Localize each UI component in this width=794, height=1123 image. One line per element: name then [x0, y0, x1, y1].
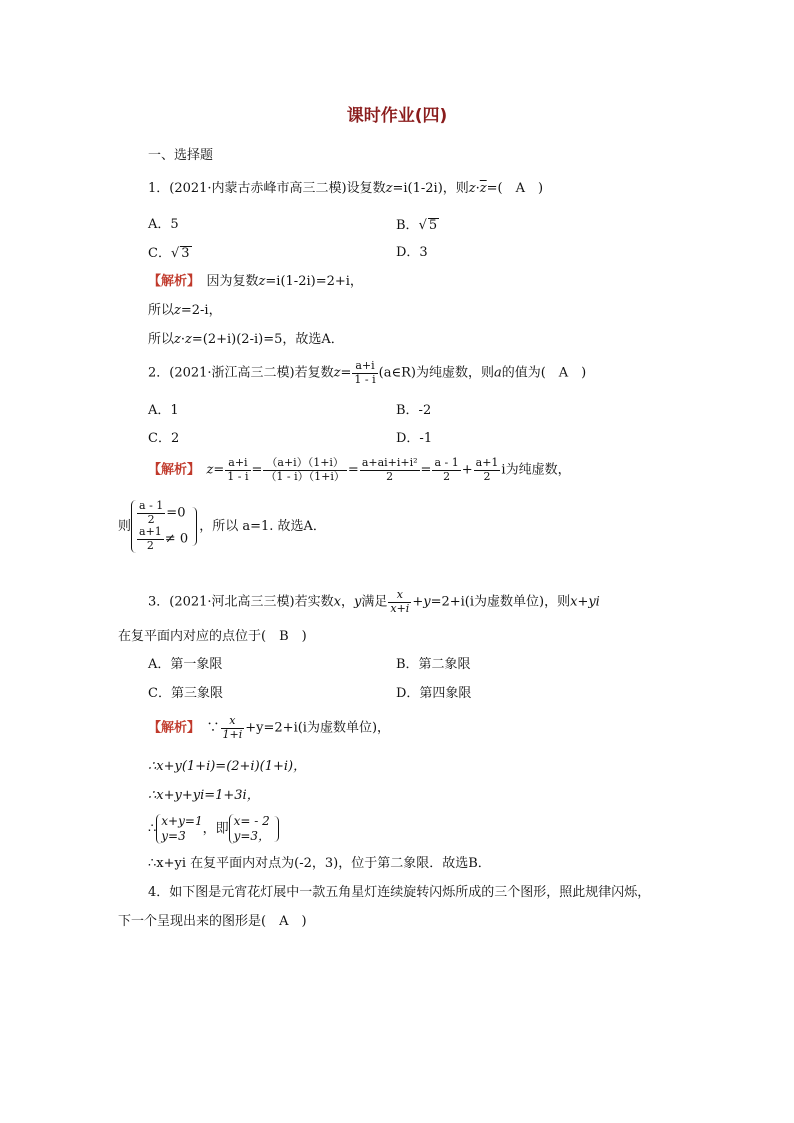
var: x+yi — [570, 594, 600, 610]
question-4-stem-line-1: 4．如下图是元宵花灯展中一款五角星灯连续旋转闪烁所成的三个图形，照此规律闪烁， — [148, 885, 651, 900]
q2-solution-line-1 — [148, 457, 571, 483]
equals: = — [420, 462, 432, 478]
numerator: a+i — [225, 457, 250, 471]
text: =2-i， — [180, 303, 222, 318]
answer-choice: 的值为( A ) — [501, 365, 587, 381]
brace-close — [270, 816, 279, 842]
numerator: a+i — [352, 360, 377, 374]
q3-solution-line-2: ∴x+y(1+i)=(2+i)(1+i)， — [148, 759, 307, 774]
q3-solution-line-4 — [148, 814, 281, 844]
label: C． — [148, 246, 171, 261]
q3-solution-line-5: ∴x+yi 在复平面内对点为(-2，3)，位于第二象限．故选B． — [148, 856, 491, 871]
equals: = — [213, 462, 225, 478]
equation: y=3 — [161, 829, 186, 843]
var: z — [385, 181, 393, 196]
text: ∴ — [148, 821, 157, 837]
q3-solution-line-3: ∴x+y+yi=1+3i， — [148, 788, 260, 803]
equals: = — [251, 462, 263, 478]
text: ，所以 a=1. 故选A． — [199, 518, 326, 534]
equation: x+y=1 — [161, 814, 203, 828]
q3-option-b: B．第二象限 — [396, 657, 471, 672]
q2-option-b: B．-2 — [396, 403, 432, 418]
text: ， — [340, 594, 354, 610]
text: =(2+i)(2-i)=5，故选A． — [191, 332, 344, 347]
equation: x= - 2 — [233, 814, 270, 828]
radicand: 5 — [428, 218, 438, 233]
denominator: 2 — [483, 469, 491, 483]
var: z — [333, 365, 341, 381]
radicand: 3 — [181, 246, 190, 261]
var: z — [174, 303, 181, 318]
denominator: 2 — [386, 469, 394, 483]
text: 则 — [118, 518, 132, 534]
text: 因为复数 — [206, 274, 259, 289]
denominator: 1+i — [222, 727, 243, 741]
numerator: a - 1 — [434, 456, 459, 469]
var: z — [468, 181, 476, 196]
text: =2+i(i为虚数单位)，则 — [430, 594, 571, 610]
denominator: 1 - i — [354, 372, 376, 386]
var: z — [206, 462, 214, 478]
var: z — [185, 332, 192, 347]
text: i为纯虚数， — [501, 462, 571, 478]
fraction — [225, 457, 250, 483]
text: 所以 — [148, 332, 175, 347]
numerator: a - 1 — [139, 499, 164, 512]
equals: = — [347, 462, 359, 478]
q1-solution-line-1 — [148, 275, 363, 288]
text: 所以 — [148, 303, 175, 318]
system-brace — [131, 500, 188, 553]
q1-option-a: A．5 — [148, 217, 179, 232]
numerator: x — [388, 589, 411, 603]
var: y — [354, 594, 362, 610]
q3-option-a: A．第一象限 — [148, 657, 223, 672]
text: ，即 — [202, 821, 229, 837]
system-brace — [229, 814, 270, 844]
question-1-stem — [148, 182, 543, 195]
section-heading: 一、选择题 — [148, 148, 214, 163]
fraction — [474, 457, 501, 483]
q3-solution-line-1 — [148, 715, 390, 741]
fraction — [388, 589, 411, 615]
var: a — [493, 365, 502, 381]
text: =i(1-2i)，则 — [392, 181, 469, 196]
var: z — [174, 332, 181, 347]
fraction — [263, 457, 346, 483]
denominator: 2 — [443, 469, 451, 483]
text: ≠ 0 — [164, 531, 189, 547]
equation: y=3， — [233, 829, 271, 843]
q3-option-c: C．第三象限 — [148, 686, 223, 701]
numerator: （a+i）（1+i） — [263, 457, 346, 471]
solution-tag: 【解析】 — [148, 274, 194, 289]
var: z — [258, 274, 266, 289]
denominator: 1 - i — [227, 469, 249, 483]
q2-option-a: A．1 — [148, 403, 179, 418]
numerator: x — [221, 715, 245, 729]
question-4-stem-line-2: 下一个呈现出来的图形是( A ) — [118, 914, 307, 929]
text: = — [340, 365, 352, 381]
text: · — [180, 332, 186, 347]
label: B． — [396, 218, 419, 233]
fraction — [432, 457, 460, 483]
q1-option-b: B．√ 5 — [396, 218, 438, 233]
denominator: 2 — [147, 512, 155, 526]
var: x — [333, 594, 341, 610]
denominator: 2 — [146, 538, 154, 552]
fraction — [352, 360, 377, 386]
text: (a∈R)为纯虚数，则 — [378, 365, 494, 381]
denominator: （1 - i）（1+i） — [265, 469, 345, 483]
document-title: 课时作业(四) — [346, 106, 448, 126]
q2-option-c: C．2 — [148, 431, 180, 446]
q2-solution-line-2 — [118, 500, 326, 553]
question-2-stem — [148, 360, 586, 386]
var: y — [423, 594, 431, 610]
answer-choice: =( A ) — [486, 181, 544, 196]
numerator: a+1 — [475, 456, 499, 469]
text: 满足 — [361, 594, 388, 610]
system-brace — [156, 814, 202, 844]
fraction — [221, 715, 245, 741]
text: 1．(2021·内蒙古赤峰市高三二模)设复数 — [148, 181, 386, 196]
q1-option-d: D．3 — [396, 245, 428, 260]
question-3-stem-line-2: 在复平面内对应的点位于( B ) — [118, 629, 307, 644]
text: =i(1-2i)=2+i， — [265, 274, 363, 289]
text: + — [412, 594, 424, 610]
fraction — [137, 526, 164, 552]
text: =0 — [166, 505, 186, 521]
text: 2．(2021·浙江高三二模)若复数 — [148, 365, 334, 381]
plus: + — [461, 462, 473, 478]
var-conjugate: $\overline{z}$ — [479, 181, 487, 196]
q1-solution-line-2 — [148, 304, 222, 317]
solution-tag: 【解析】 — [148, 462, 194, 478]
brace-close — [188, 507, 197, 546]
fraction — [360, 457, 420, 483]
q1-option-c: C．√ 3 — [148, 246, 190, 261]
question-3-stem — [148, 589, 600, 615]
q3-option-d: D．第四象限 — [396, 686, 472, 701]
numerator: a+ai+i+i² — [361, 456, 418, 469]
q2-option-d: D．-1 — [396, 431, 433, 446]
text: ∵ — [206, 720, 220, 736]
denominator: x+i — [390, 601, 410, 615]
text: · — [475, 181, 480, 196]
text: +y=2+i(i为虚数单位)， — [245, 720, 391, 736]
text: 3．(2021·河北高三三模)若实数 — [148, 594, 334, 610]
numerator: a+1 — [139, 525, 162, 539]
solution-tag: 【解析】 — [148, 720, 194, 736]
q1-solution-line-3 — [148, 333, 344, 346]
fraction — [137, 500, 165, 526]
